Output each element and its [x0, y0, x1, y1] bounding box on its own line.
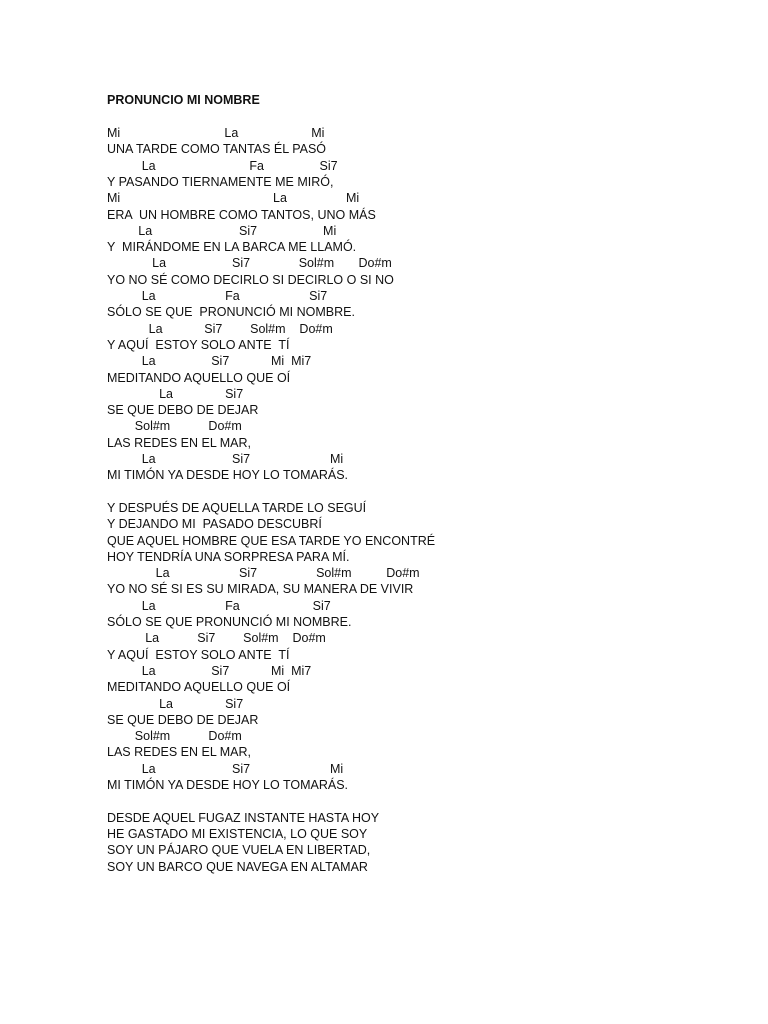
chord-line: La Fa Si7	[107, 158, 338, 173]
chord-line: La Si7 Mi	[107, 761, 344, 776]
chord-line: La Si7 Sol#m Do#m	[107, 256, 392, 271]
lyric-line: Y AQUÍ ESTOY SOLO ANTE TÍ	[107, 647, 290, 662]
chord-line: Sol#m Do#m	[107, 419, 242, 434]
lyric-line: Y PASANDO TIERNAMENTE ME MIRÓ,	[107, 174, 334, 189]
lyric-line: HOY TENDRÍA UNA SORPRESA PARA MÍ.	[107, 549, 350, 564]
lyric-line: HE GASTADO MI EXISTENCIA, LO QUE SOY	[107, 826, 368, 841]
chord-line: La Si7 Sol#m Do#m	[107, 566, 420, 581]
lyric-line: LAS REDES EN EL MAR,	[107, 745, 252, 760]
lyric-line: SÓLO SE QUE PRONUNCIÓ MI NOMBRE.	[107, 615, 352, 629]
lyric-line: MI TIMÓN YA DESDE HOY LO TOMARÁS.	[107, 468, 349, 483]
chord-line: La Si7	[107, 696, 244, 711]
lyric-line: SOY UN BARCO QUE NAVEGA EN ALTAMAR	[107, 859, 368, 874]
chord-line: La Si7	[107, 386, 244, 401]
lyric-line: Y DEJANDO MI PASADO DESCUBRÍ	[107, 517, 322, 532]
lyric-line: ERA UN HOMBRE COMO TANTOS, UNO MÁS	[107, 207, 376, 222]
chord-line: La Si7 Mi	[107, 452, 344, 466]
lyric-line: UNA TARDE COMO TANTAS ÉL PASÓ	[107, 142, 327, 157]
lyric-line: MEDITANDO AQUELLO QUE OÍ	[107, 370, 291, 385]
chord-line: La Fa Si7	[107, 598, 331, 613]
chord-line: Mi La Mi	[107, 126, 325, 140]
lyric-line: Y AQUÍ ESTOY SOLO ANTE TÍ	[107, 337, 290, 352]
chord-line: Mi La Mi	[107, 191, 360, 206]
song-title: PRONUNCIO MI NOMBRE	[107, 93, 260, 107]
chord-line: La Si7 Mi Mi7	[107, 663, 312, 678]
lyric-line: SE QUE DEBO DE DEJAR	[107, 403, 259, 418]
lyric-line: SÓLO SE QUE PRONUNCIÓ MI NOMBRE.	[107, 305, 355, 320]
lyric-line: MI TIMÓN YA DESDE HOY LO TOMARÁS.	[107, 778, 349, 792]
chord-line: La Si7 Sol#m Do#m	[107, 321, 333, 336]
chord-line: Sol#m Do#m	[107, 729, 242, 744]
lyric-line: MEDITANDO AQUELLO QUE OÍ	[107, 680, 291, 695]
lyric-line: YO NO SÉ COMO DECIRLO SI DECIRLO O SI NO	[107, 272, 394, 287]
chord-line: La Fa Si7	[107, 289, 328, 303]
lyric-line: SE QUE DEBO DE DEJAR	[107, 712, 259, 727]
lyric-line: SOY UN PÁJARO QUE VUELA EN LIBERTAD,	[107, 843, 371, 858]
lyric-line: DESDE AQUEL FUGAZ INSTANTE HASTA HOY	[107, 810, 380, 825]
chord-line: La Si7 Mi Mi7	[107, 354, 312, 369]
chord-line: La Si7 Mi	[107, 223, 337, 238]
lyric-line: Y DESPUÉS DE AQUELLA TARDE LO SEGUÍ	[107, 500, 367, 515]
lyric-line: LAS REDES EN EL MAR,	[107, 435, 252, 450]
chord-line: La Si7 Sol#m Do#m	[107, 631, 326, 646]
lyric-line: QUE AQUEL HOMBRE QUE ESA TARDE YO ENCONTRÉ	[107, 533, 436, 548]
lyric-line: Y MIRÁNDOME EN LA BARCA ME LLAMÓ.	[107, 240, 357, 255]
lyric-line: YO NO SÉ SI ES SU MIRADA, SU MANERA DE VIVIR	[107, 582, 414, 597]
